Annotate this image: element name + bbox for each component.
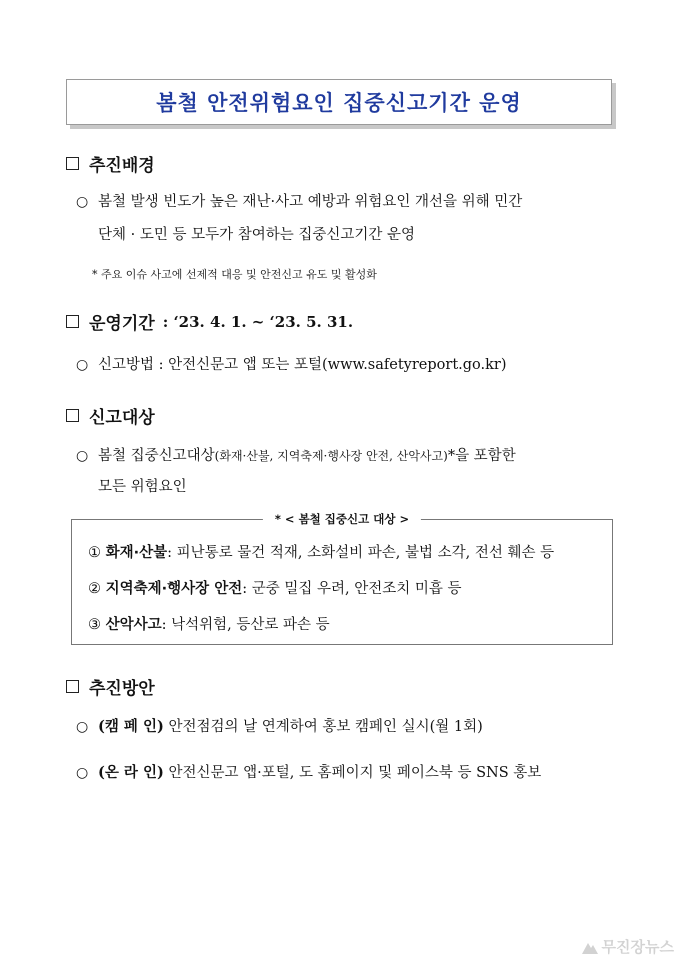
mountain-icon	[582, 940, 598, 954]
item-text: : 피난통로 물건 적재, 소화설비 파손, 불법 소각, 전선 훼손 등	[167, 545, 555, 561]
watermark-text: 무진장뉴스	[601, 938, 674, 956]
square-icon	[66, 157, 79, 170]
period-range: : ‘23. 4. 1. ~ ‘23. 5. 31.	[162, 312, 354, 331]
section-heading-text: 추진배경	[89, 156, 155, 176]
bullet-icon: ○	[76, 765, 89, 781]
plan-item	[98, 717, 483, 737]
plan-item	[98, 763, 541, 783]
plan-item-label: (캠 페 인)	[98, 718, 164, 735]
period-method: 신고방법 : 안전신문고 앱 또는 포털(www.safetyreport.go.kr)	[98, 357, 507, 373]
target-line-2: 모든 위험요인	[98, 479, 187, 495]
target-text-a: 봄철 집중신고대상	[98, 448, 215, 464]
bullet-icon: ○	[76, 719, 89, 735]
background-line-2: 단체 · 도민 등 모두가 참여하는 집중신고기간 운영	[98, 227, 416, 243]
section-heading-text: 운영기간	[89, 314, 155, 334]
target-item	[88, 541, 554, 562]
item-number: ①	[88, 545, 101, 561]
item-label: 산악사고	[105, 617, 162, 633]
section-heading-text: 추진방안	[89, 679, 155, 699]
section-heading-period	[66, 309, 353, 334]
page-title: 봄철 안전위험요인 집중신고기간 운영	[156, 91, 522, 115]
square-icon	[66, 680, 79, 693]
watermark	[582, 936, 674, 957]
title-box	[66, 79, 612, 125]
plan-item-text: 안전신문고 앱·포털, 도 홈페이지 및 페이스북 등 SNS 홍보	[168, 765, 542, 781]
item-number: ②	[88, 581, 101, 597]
square-icon	[66, 409, 79, 422]
bullet-icon: ○	[76, 194, 89, 210]
item-text: : 낙석위험, 등산로 파손 등	[161, 617, 330, 633]
item-label: 화재·산불	[105, 545, 168, 561]
target-item	[88, 577, 461, 598]
target-text-paren: (화재·산불, 지역축제·행사장 안전, 산악사고)	[214, 449, 448, 463]
bullet-icon: ○	[76, 448, 89, 464]
target-line-1	[98, 446, 516, 466]
plan-item-text: 안전점검의 날 연계하여 홍보 캠페인 실시(월 1회)	[168, 719, 483, 735]
item-number: ③	[88, 617, 101, 633]
background-line-1: 봄철 발생 빈도가 높은 재난·사고 예방과 위험요인 개선을 위해 민간	[98, 194, 523, 210]
target-text-b: *을 포함한	[447, 448, 516, 464]
target-box-title: * < 봄철 집중신고 대상 >	[263, 511, 421, 527]
plan-item-label: (온 라 인)	[98, 764, 164, 781]
target-box	[71, 512, 613, 645]
bullet-icon: ○	[76, 357, 89, 373]
section-heading-background	[66, 151, 155, 176]
background-note: * 주요 이슈 사고에 선제적 대응 및 안전신고 유도 및 활성화	[92, 268, 377, 281]
square-icon	[66, 315, 79, 328]
section-heading-plan	[66, 674, 155, 699]
item-label: 지역축제·행사장 안전	[105, 581, 243, 597]
item-text: : 군중 밀집 우려, 안전조치 미흡 등	[242, 581, 462, 597]
target-item	[88, 613, 330, 634]
section-heading-target	[66, 403, 155, 428]
section-heading-text: 신고대상	[89, 408, 155, 428]
